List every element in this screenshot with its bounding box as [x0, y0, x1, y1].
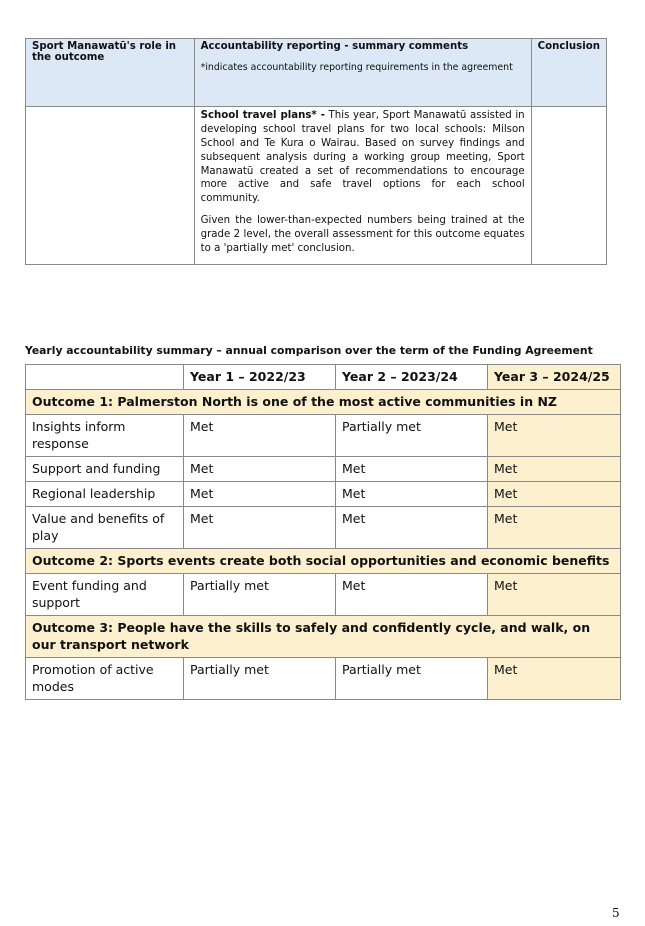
header-comments-title: Accountability reporting - summary comments: [200, 41, 469, 52]
outcome-2-title: Outcome 2: Sports events create both social opportunities and economic benefits: [26, 549, 621, 574]
conclusion-cell: [531, 107, 606, 265]
table-row: [26, 457, 621, 482]
table-row: [26, 507, 621, 549]
year1-value: Met: [184, 457, 336, 482]
summary-caption: Yearly accountability summary – annual comparison over the term of the Funding Agreement: [25, 344, 593, 357]
measure-label: Promotion of active modes: [26, 658, 184, 700]
outcome-1-title: Outcome 1: Palmerston North is one of the most active communities in NZ: [26, 390, 621, 415]
year2-value: Met: [336, 507, 488, 549]
outcome-2-row: [26, 549, 621, 574]
summary-header-row: [26, 365, 621, 390]
year1-value: Partially met: [184, 658, 336, 700]
table-row: [26, 107, 607, 265]
column-header-blank: [26, 365, 184, 390]
header-comments: [194, 39, 531, 107]
year3-value: Met: [488, 507, 621, 549]
table-row: [26, 482, 621, 507]
outcome-3-title: Outcome 3: People have the skills to safely and confidently cycle, and walk, on our transport network: [26, 616, 621, 658]
measure-label: Regional leadership: [26, 482, 184, 507]
year3-value: Met: [488, 457, 621, 482]
measure-label: Support and funding: [26, 457, 184, 482]
yearly-summary-table: [25, 364, 621, 700]
role-cell: [26, 107, 195, 265]
measure-label: Value and benefits of play: [26, 507, 184, 549]
table-row: [26, 658, 621, 700]
header-role: Sport Manawatū's role in the outcome: [26, 39, 195, 107]
school-travel-plans-heading: School travel plans* -: [200, 110, 325, 121]
outcome-1-row: [26, 390, 621, 415]
outcome-3-row: [26, 616, 621, 658]
year1-value: Met: [184, 482, 336, 507]
school-travel-plans-text: This year, Sport Manawatū assisted in developing school travel plans for two local schools: Milson School and Te Kura o Wairau. Based on survey findings and subsequent analysis during a working group meeting, Sport Manawatū created a set of recommendations to encourage more active and safe travel options for each school community.: [200, 110, 525, 205]
school-travel-plans-paragraph: [201, 109, 525, 206]
measure-label: Event funding and support: [26, 574, 184, 616]
accountability-reporting-table: [25, 38, 607, 265]
year3-value: Met: [488, 415, 621, 457]
measure-label: Insights inform response: [26, 415, 184, 457]
year2-value: Partially met: [336, 415, 488, 457]
year2-value: Met: [336, 574, 488, 616]
table-header-row: [26, 39, 607, 107]
column-header-year3: Year 3 – 2024/25: [488, 365, 621, 390]
year1-value: Partially met: [184, 574, 336, 616]
page-number: 5: [612, 906, 620, 920]
year3-value: Met: [488, 574, 621, 616]
year1-value: Met: [184, 507, 336, 549]
year2-value: Partially met: [336, 658, 488, 700]
year1-value: Met: [184, 415, 336, 457]
header-comments-note: *indicates accountability reporting requirements in the agreement: [200, 62, 513, 73]
comments-cell: [194, 107, 531, 265]
year3-value: Met: [488, 482, 621, 507]
header-conclusion: Conclusion: [531, 39, 606, 107]
year3-value: Met: [488, 658, 621, 700]
assessment-paragraph: Given the lower-than-expected numbers being trained at the grade 2 level, the overall assessment for this outcome equates to a 'partially met' conclusion.: [200, 215, 525, 254]
table-row: [26, 574, 621, 616]
table-row: [26, 415, 621, 457]
column-header-year1: Year 1 – 2022/23: [184, 365, 336, 390]
year2-value: Met: [336, 457, 488, 482]
year2-value: Met: [336, 482, 488, 507]
column-header-year2: Year 2 – 2023/24: [336, 365, 488, 390]
